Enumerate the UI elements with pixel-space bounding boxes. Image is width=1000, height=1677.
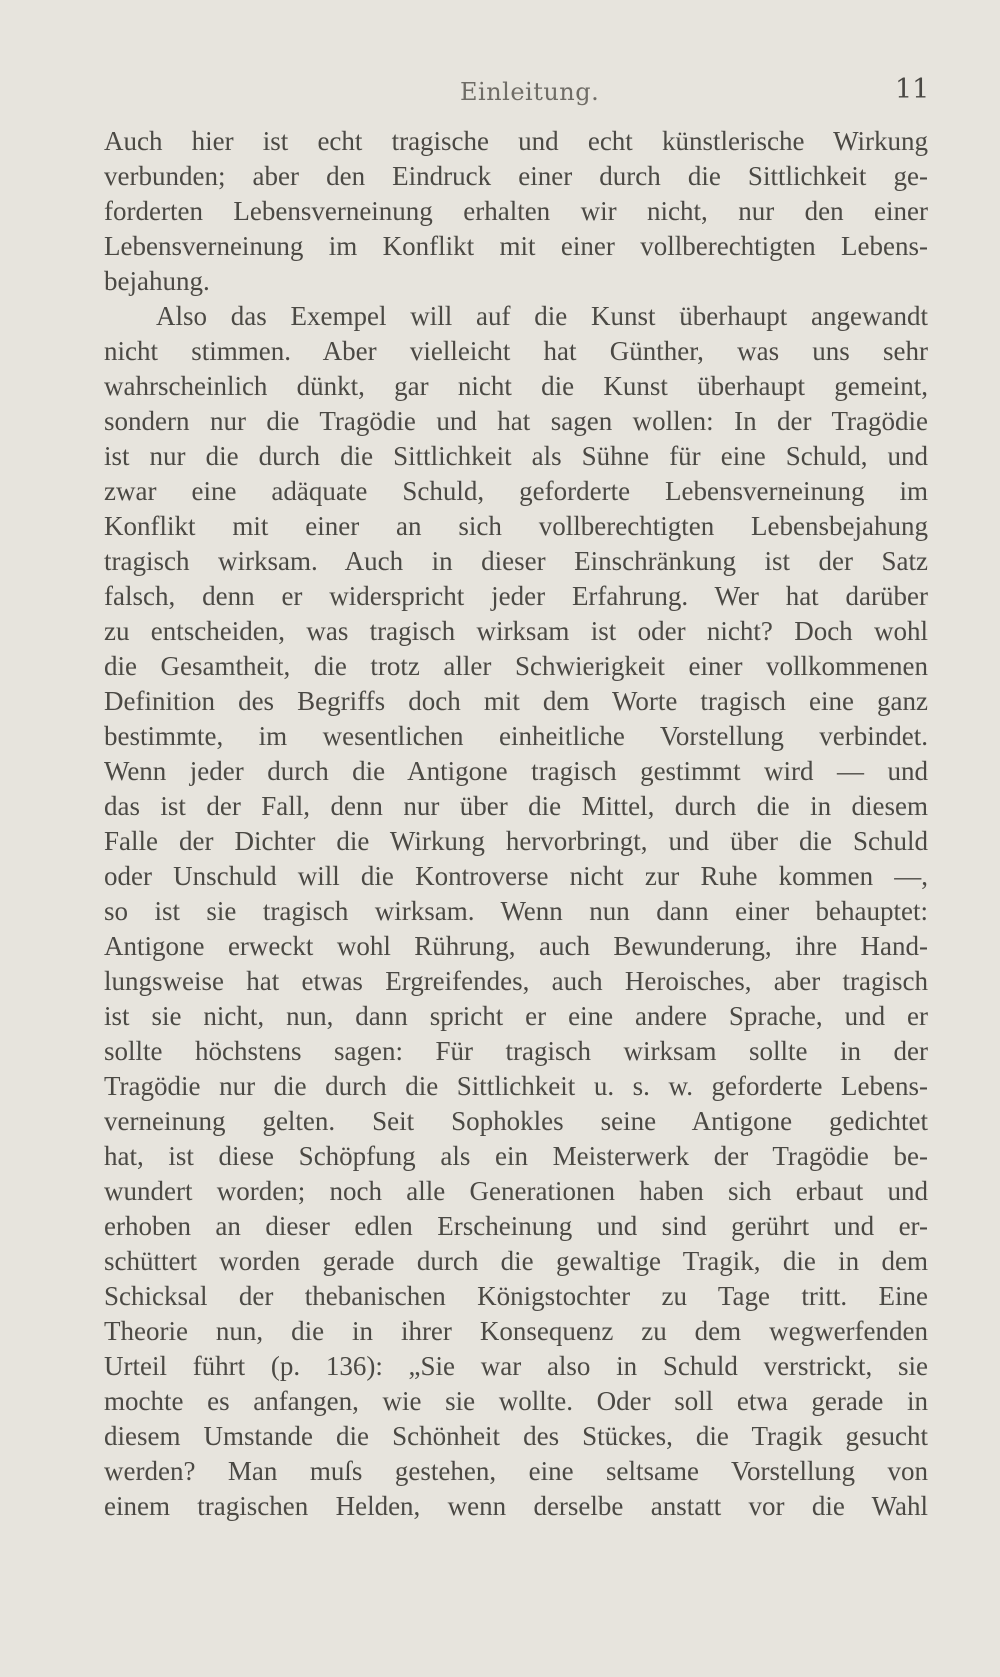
text-line: wahrscheinlich dünkt, gar nicht die Kunst überhaupt gemeint, (104, 371, 928, 401)
text-line: zwar eine adäquate Schuld, geforderte Lebensverneinung im (104, 476, 928, 506)
text-line: lungsweise hat etwas Ergreifendes, auch Heroisches, aber tragisch (104, 966, 928, 996)
text-line: ist nur die durch die Sittlichkeit als Sühne für eine Schuld, und (104, 441, 928, 471)
text-line: so ist sie tragisch wirksam. Wenn nun dann einer behauptet: (104, 896, 928, 926)
text-line: wundert worden; noch alle Generationen haben sich erbaut und (104, 1176, 928, 1206)
text-line: bestimmte, im wesentlichen einheitliche Vorstellung verbindet. (104, 721, 928, 751)
body-text (104, 124, 928, 1524)
text-line: diesem Umstande die Schönheit des Stückes, die Tragik gesucht (104, 1421, 928, 1451)
text-line: sondern nur die Tragödie und hat sagen wollen: In der Tragödie (104, 406, 928, 436)
text-line: Konflikt mit einer an sich vollberechtigten Lebensbejahung (104, 511, 928, 541)
text-line: werden? Man muſs gestehen, eine seltsame Vorstellung von (104, 1456, 928, 1486)
text-line: das ist der Fall, denn nur über die Mittel, durch die in diesem (104, 791, 928, 821)
text-line: Theorie nun, die in ihrer Konsequenz zu dem wegwerfenden (104, 1316, 928, 1346)
text-line: Antigone erweckt wohl Rührung, auch Bewunderung, ihre Hand- (104, 931, 928, 961)
text-line: forderten Lebensverneinung erhalten wir nicht, nur den einer (104, 196, 928, 226)
text-line: verneinung gelten. Seit Sophokles seine Antigone gedichtet (104, 1106, 928, 1136)
text-line: verbunden; aber den Eindruck einer durch die Sittlichkeit ge- (104, 161, 928, 191)
text-line: Schicksal der thebanischen Königstochter zu Tage tritt. Eine (104, 1281, 928, 1311)
text-line: Lebensverneinung im Konflikt mit einer vollberechtigten Lebens- (104, 231, 928, 261)
text-line: Auch hier ist echt tragische und echt künstlerische Wirkung (104, 126, 928, 156)
text-line: bejahung. (104, 266, 210, 296)
text-line: Urteil führt (p. 136): „Sie war also in Schuld verstrickt, sie (104, 1351, 928, 1381)
text-line: Tragödie nur die durch die Sittlichkeit u. s. w. geforderte Lebens- (104, 1071, 928, 1101)
running-header (0, 72, 1000, 112)
text-line: Wenn jeder durch die Antigone tragisch gestimmt wird — und (104, 756, 928, 786)
text-line: die Gesamtheit, die trotz aller Schwierigkeit einer vollkommenen (104, 651, 928, 681)
text-line: oder Unschuld will die Kontroverse nicht zur Ruhe kommen —, (104, 861, 928, 891)
text-line: Definition des Begriffs doch mit dem Worte tragisch eine ganz (104, 686, 928, 716)
page-number: 11 (895, 74, 930, 105)
text-line: mochte es anfangen, wie sie wollte. Oder soll etwa gerade in (104, 1386, 928, 1416)
text-line: Also das Exempel will auf die Kunst überhaupt angewandt (156, 301, 928, 331)
text-line: ist sie nicht, nun, dann spricht er eine andere Sprache, und er (104, 1001, 928, 1031)
text-line: tragisch wirksam. Auch in dieser Einschränkung ist der Satz (104, 546, 928, 576)
text-line: falsch, denn er widerspricht jeder Erfahrung. Wer hat darüber (104, 581, 928, 611)
text-line: nicht stimmen. Aber vielleicht hat Günther, was uns sehr (104, 336, 928, 366)
text-line: schüttert worden gerade durch die gewaltige Tragik, die in dem (104, 1246, 928, 1276)
running-title: Einleitung. (460, 78, 600, 106)
text-line: Falle der Dichter die Wirkung hervorbringt, und über die Schuld (104, 826, 928, 856)
text-line: einem tragischen Helden, wenn derselbe anstatt vor die Wahl (104, 1491, 928, 1521)
text-line: hat, ist diese Schöpfung als ein Meisterwerk der Tragödie be- (104, 1141, 928, 1171)
text-line: zu entscheiden, was tragisch wirksam ist oder nicht? Doch wohl (104, 616, 928, 646)
text-line: sollte höchstens sagen: Für tragisch wirksam sollte in der (104, 1036, 928, 1066)
text-line: erhoben an dieser edlen Erscheinung und sind gerührt und er- (104, 1211, 928, 1241)
